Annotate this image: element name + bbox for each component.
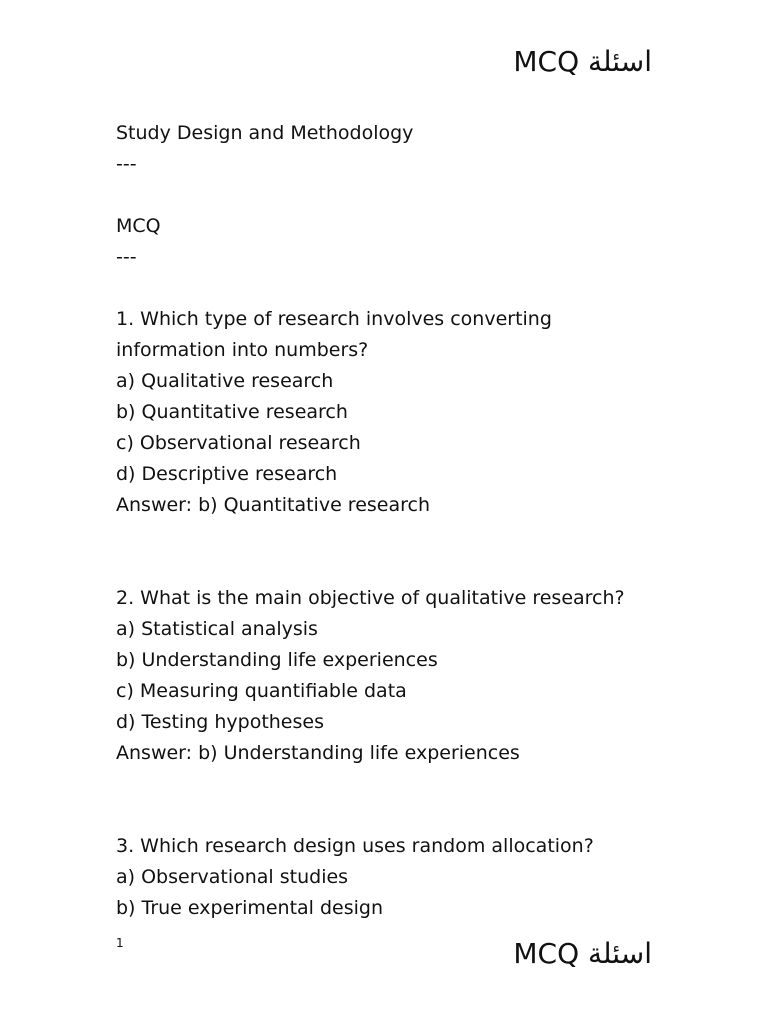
option-d: d) Descriptive research xyxy=(116,463,338,485)
document-body xyxy=(116,118,676,924)
question-spacer xyxy=(116,521,676,583)
page-header xyxy=(513,44,652,80)
option-c: c) Measuring quantifiable data xyxy=(116,680,407,702)
divider-2: --- xyxy=(116,246,137,268)
question-spacer xyxy=(116,769,676,831)
header-arabic-text: اسئلة xyxy=(588,45,652,78)
question-2 xyxy=(116,583,676,769)
question-1 xyxy=(116,304,676,521)
option-b: b) Understanding life experiences xyxy=(116,649,438,671)
option-c: c) Observational research xyxy=(116,432,361,454)
divider-1: --- xyxy=(116,153,137,175)
footer-arabic-text: اسئلة xyxy=(588,937,652,970)
page-footer xyxy=(513,936,652,972)
question-text-line: 1. Which type of research involves converting xyxy=(116,308,552,330)
question-text-line: information into numbers? xyxy=(116,339,369,361)
page-number: 1 xyxy=(116,936,124,950)
option-d: d) Testing hypotheses xyxy=(116,711,324,733)
option-a: a) Observational studies xyxy=(116,866,349,888)
document-title: Study Design and Methodology xyxy=(116,122,414,144)
answer-line: Answer: b) Quantitative research xyxy=(116,494,431,516)
footer-latin-text: MCQ xyxy=(513,937,580,970)
blank-line xyxy=(116,273,676,304)
option-a: a) Qualitative research xyxy=(116,370,334,392)
question-text-line: 2. What is the main objective of qualitative research? xyxy=(116,587,625,609)
question-text-line: 3. Which research design uses random allocation? xyxy=(116,835,594,857)
header-latin-text: MCQ xyxy=(513,45,580,78)
option-b: b) Quantitative research xyxy=(116,401,348,423)
answer-line: Answer: b) Understanding life experiences xyxy=(116,742,520,764)
blank-line xyxy=(116,180,676,211)
question-3 xyxy=(116,831,676,924)
option-a: a) Statistical analysis xyxy=(116,618,318,640)
option-b: b) True experimental design xyxy=(116,897,384,919)
section-label: MCQ xyxy=(116,215,161,237)
